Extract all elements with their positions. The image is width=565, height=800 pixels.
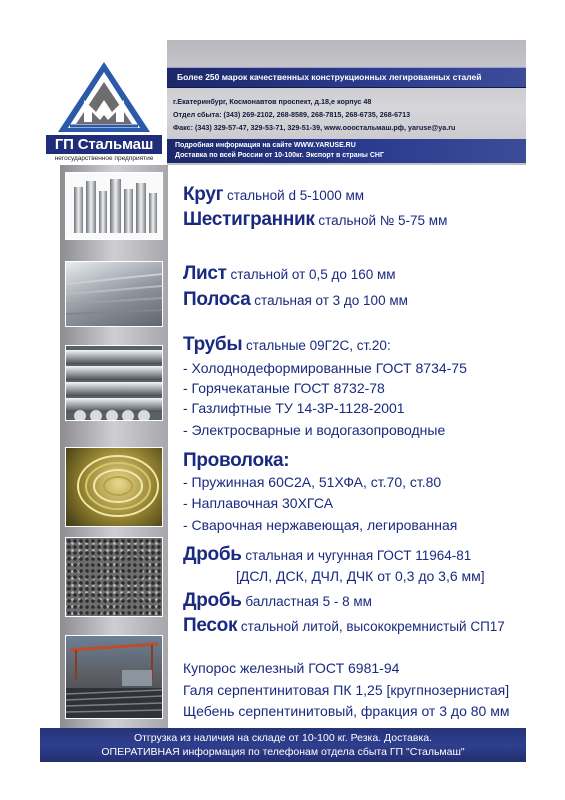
product-title: Песок xyxy=(183,615,238,636)
list-item: - Пружинная 60С2А, 51ХФА, ст.70, ст.80 xyxy=(183,474,442,490)
product-title: Проволока: xyxy=(183,450,290,471)
list-item: Купорос железный ГОСТ 6981-94 xyxy=(183,660,400,676)
product-title: Дробь xyxy=(183,544,242,565)
product-list xyxy=(183,264,396,285)
list-item: - Сварочная нержавеющая, легированная xyxy=(183,517,458,533)
warehouse-yard-photo xyxy=(65,635,163,719)
logo-subtitle: негосударственное предприятие xyxy=(54,155,154,162)
product-drob-fractions: [ДСЛ, ДСК, ДЧЛ, ДЧК от 0,3 до 3,6 мм] xyxy=(236,568,485,584)
product-title: Круг xyxy=(183,184,224,205)
footer-shipping: Отгрузка из наличия на складе от 10-100 кг. Резка. Доставка. xyxy=(133,732,433,744)
tagline: Более 250 марок качественных конструкционных легированных сталей xyxy=(177,72,482,82)
header xyxy=(40,40,526,165)
product-desc: стальной литой, высококремнистый СП17 xyxy=(237,619,505,634)
product-drob-steel xyxy=(183,545,471,566)
list-item: - Горячекатаные ГОСТ 8732-78 xyxy=(183,380,385,396)
list-item: - Наплавочная 30ХГСА xyxy=(183,495,334,511)
wire-coil-photo xyxy=(65,447,163,527)
list-item: - Электросварные и водогазопроводные xyxy=(183,422,446,438)
product-title: Лист xyxy=(183,263,227,284)
product-desc: стальной от 0,5 до 160 мм xyxy=(226,267,396,282)
stalmash-logo-icon xyxy=(56,60,152,134)
contact-address: г.Екатеринбург, Космонавтов проспект, д.18,е корпус 48 xyxy=(173,97,372,106)
web-bar xyxy=(167,139,526,163)
product-krug xyxy=(183,185,364,206)
product-pesok xyxy=(183,616,505,637)
footer-contact-note: ОПЕРАТИВНАЯ информация по телефонам отдела сбыта ГП "Стальмаш" xyxy=(101,746,465,758)
product-polosa xyxy=(183,290,408,311)
footer xyxy=(40,728,526,762)
product-title: Трубы xyxy=(183,334,243,355)
product-desc: стальная от 3 до 100 мм xyxy=(250,293,408,308)
contact-fax-web: Факс: (343) 329-57-47, 329-53-71, 329-51-39, www.ооостальмаш.рф, yaruse@ya.ru xyxy=(173,123,456,132)
product-desc: стальные 09Г2С, ст.20: xyxy=(242,338,391,353)
list-item: Галя серпентинитовая ПК 1,25 [кругпнозернистая] xyxy=(183,682,510,698)
steel-sheets-photo xyxy=(65,261,163,327)
image-strip xyxy=(60,165,168,730)
list-item: - Газлифтные ТУ 14-3Р-1128-2001 xyxy=(183,400,405,416)
logo-area xyxy=(40,40,167,165)
product-desc: стальной № 5-75 мм xyxy=(314,213,448,228)
steel-rods-photo xyxy=(65,172,163,240)
product-desc: балластная 5 - 8 мм xyxy=(241,594,372,609)
website-info: Подробная информация на сайте WWW.YARUSE.RU xyxy=(175,142,356,149)
logo-title: ГП Стальмаш xyxy=(46,135,162,154)
product-desc: стальной d 5-1000 мм xyxy=(223,188,365,203)
contact-sales-phones: Отдел сбыта: (343) 269-2102, 268-8589, 268-7815, 268-6735, 268-6713 xyxy=(173,110,411,119)
steel-shot-photo xyxy=(65,537,163,617)
info-area xyxy=(167,40,526,165)
list-item: Щебень серпентинитовый, фракция от 3 до 80 мм xyxy=(183,703,510,719)
product-title: Дробь xyxy=(183,590,242,611)
product-provoloka xyxy=(183,451,289,471)
product-shestigrannik xyxy=(183,210,447,231)
steel-pipes-photo xyxy=(65,345,163,421)
product-desc: стальная и чугунная ГОСТ 11964-81 xyxy=(241,548,472,563)
product-title: Шестигранник xyxy=(183,209,315,230)
list-item: - Холоднодеформированные ГОСТ 8734-75 xyxy=(183,360,467,376)
delivery-info: Доставка по всей России от 10-100кг. Экспорт в страны СНГ xyxy=(175,152,384,159)
product-truby xyxy=(183,335,391,356)
product-drob-ballast xyxy=(183,591,372,612)
product-title: Полоса xyxy=(183,289,251,310)
tagline-bar xyxy=(167,67,526,88)
